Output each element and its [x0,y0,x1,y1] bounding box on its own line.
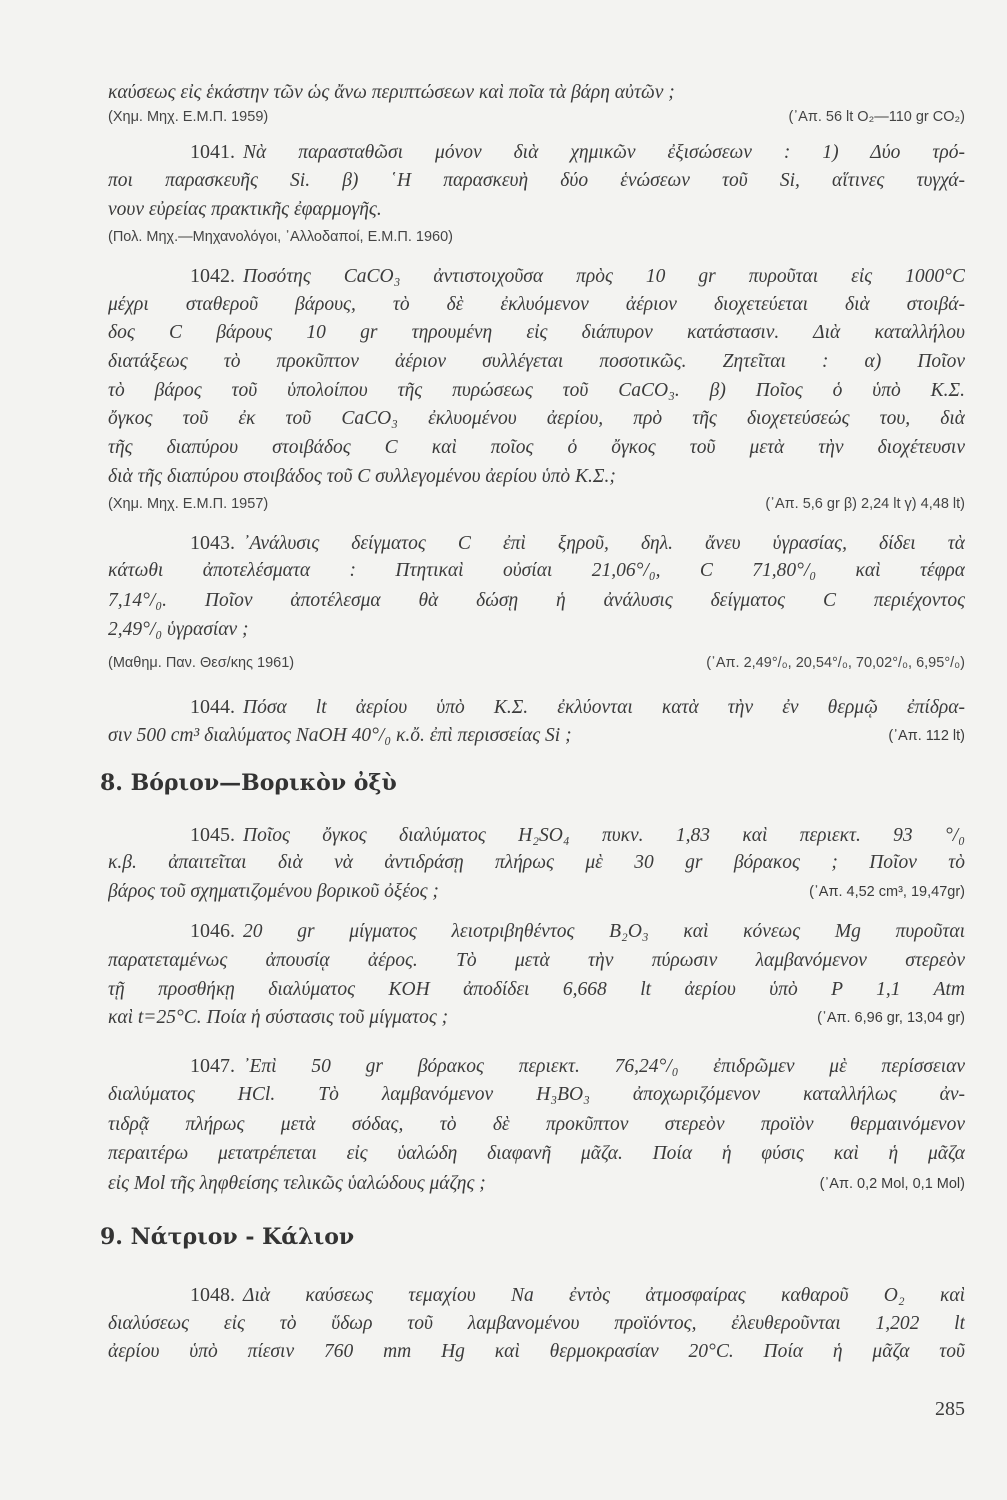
problem-number: 1046. [190,920,235,942]
line-text: Πόσα lt ἀερίου ὑπὸ Κ.Σ. ἐκλύονται κατὰ τὴν ἐν θερμῷ ἐπίδρα- [243,697,965,718]
problem-1042-line: διατάξεως τὸ προκῦπτον ἀέριον συλλέγεται ποσοτικῶς. Ζητεῖται : α) Ποῖον [108,351,965,372]
problem-1041-line: νουν εὐρείας πρακτικῆς ἐφαρμογῆς. [108,199,382,220]
problem-1042-line: τὸ βάρος τοῦ ὑπολοίπου τῆς πυρώσεως τοῦ CaCO₃. β) Ποῖος ὁ ὑπὸ Κ.Σ. [108,380,965,401]
problem-answer: (᾿Απ. 2,49°/₀, 20,54°/₀, 70,02°/₀, 6,95°/₀) [706,655,965,671]
problem-1041-source-row [108,226,965,248]
problem-1041-line: ποι παρασκευῆς Si. β) ῾Η παρασκευὴ δύο ἑνώσεων τοῦ Si, αἵτινες τυγχά- [108,170,965,191]
problem-answer: (᾿Απ. 4,52 cm³, 19,47gr) [809,884,965,900]
problem-source: (Χημ. Μηχ. Ε.Μ.Π. 1957) [108,496,269,512]
problem-number: 1041. [190,141,235,163]
problem-1048-line: ἀερίου ὑπὸ πίεσιν 760 mm Hg καὶ θερμοκρασίαν 20°C. Ποία ἡ μᾶζα τοῦ [108,1341,965,1362]
problem-answer: (᾿Απ. 56 lt O₂—110 gr CO₂) [788,109,965,125]
problem-number: 1048. [190,1284,235,1306]
problem-1047-line [108,1171,965,1197]
problem-answer: (᾿Απ. 112 lt) [888,728,965,744]
problem-answer: (᾿Απ. 5,6 gr β) 2,24 lt γ) 4,48 lt) [765,496,965,512]
problem-1047-line: περαιτέρω μετατρέπεται εἰς ὑαλώδη διαφανῆ μᾶζα. Ποία ἡ φύσις καὶ ἡ μᾶζα [108,1143,965,1164]
problem-number: 1044. [190,696,235,718]
problem-source: (Μαθημ. Παν. Θεσ/κης 1961) [108,655,295,671]
problem-1040-line: καύσεως εἰς ἑκάστην τῶν ὡς ἄνω περιπτώσεων καὶ ποῖα τὰ βάρη αὐτῶν ; [108,82,675,103]
problem-1042-line [108,263,965,289]
problem-1042-line: τῆς διαπύρου στοιβάδος C καὶ ποῖος ὁ ὄγκος τοῦ μετὰ τὴν διοχέτευσιν [108,437,965,458]
problem-1043-line: 7,14°/₀. Ποῖον ἀποτέλεσμα θὰ δώσῃ ἡ ἀνάλυσις δείγματος C περιέχοντος [108,590,965,611]
problem-1042-line: δος C βάρους 10 gr τηρουμένη εἰς διάπυρον κατάστασιν. Διὰ καταλλήλου [108,322,965,343]
problem-1044-line [108,723,965,749]
problem-1045-line: κ.β. ἀπαιτεῖται διὰ νὰ ἀντιδράσῃ πλήρως μὲ 30 gr βόρακος ; Ποῖον τὸ [108,852,965,873]
problem-1046-line [108,918,965,944]
problem-1044-line [108,694,965,720]
problem-1048-line: διαλύσεως εἰς τὸ ὕδωρ τοῦ λαμβανομένου προϊόντος, ἐλευθεροῦνται 1,202 lt [108,1313,965,1334]
problem-1043-line: κάτωθι ἀποτελέσματα : Πτητικαὶ οὐσίαι 21,06°/₀, C 71,80°/₀ καὶ τέφρα [108,560,965,581]
problem-number: 1047. [190,1055,235,1077]
problem-1042-line: μέχρι σταθεροῦ βάρους, τὸ δὲ ἐκλυόμενον ἀέριον διοχετεύεται διὰ στοιβά- [108,294,965,315]
problem-1047-line [108,1053,965,1079]
section-heading-8: 8. Βόριον—Βορικὸν ὀξὺ [100,770,397,796]
line-text: 20 gr μίγματος λειοτριβηθέντος B₂O₃ καὶ κόνεως Mg πυροῦται [243,921,965,942]
problem-answer: (᾿Απ. 0,2 Mol, 0,1 Mol) [819,1176,965,1192]
problem-1045-line [108,879,965,905]
problem-source: (Χημ. Μηχ. Ε.Μ.Π. 1959) [108,109,269,125]
line-text: Διὰ καύσεως τεμαχίου Na ἐντὸς ἀτμοσφαίρας καθαροῦ O₂ καὶ [243,1285,965,1306]
problem-1046-line [108,1005,965,1031]
problem-1041-line [108,139,965,165]
line-text: καὶ t=25°C. Ποία ἡ σύστασις τοῦ μίγματος ; [108,1007,449,1028]
problem-number: 1042. [190,265,235,287]
line-text: Νὰ παρασταθῶσι μόνον διὰ χημικῶν ἐξισώσεων : 1) Δύο τρό- [243,142,965,163]
problem-1043-source-row [108,652,965,674]
line-text: Ποσότης CaCO₃ ἀντιστοιχοῦσα πρὸς 10 gr πυροῦται εἰς 1000°C [243,266,965,287]
problem-1047-line: διαλύματος HCl. Τὸ λαμβανόμενον H₃BO₃ ἀποχωριζόμενον καταλλήλως ἀν- [108,1084,965,1105]
section-heading-9: 9. Νάτριον - Κάλιον [100,1224,355,1250]
problem-1042-line: ὄγκος τοῦ ἐκ τοῦ CaCO₃ ἐκλυομένου ἀερίου, πρὸ τῆς διοχετεύσεώς του, διὰ [108,408,965,429]
problem-1046-line: παρατεταμένως ἀπουσίᾳ ἀέρος. Τὸ μετὰ τὴν πύρωσιν λαμβανόμενον στερεὸν [108,950,965,971]
line-text: Ποῖος ὄγκος διαλύματος H₂SO₄ πυκν. 1,83 καὶ περιεκτ. 93 °/₀ [243,825,965,846]
line-text: σιν 500 cm³ διαλύματος NaOH 40°/₀ κ.ὄ. ἐπὶ περισσείας Si ; [108,725,572,746]
problem-1043-line: 2,49°/₀ ὑγρασίαν ; [108,619,249,640]
line-text: ᾿Επὶ 50 gr βόρακος περιεκτ. 76,24°/₀ ἐπιδρῶμεν μὲ περίσσειαν [243,1056,965,1077]
problem-source: (Πολ. Μηχ.—Μηχανολόγοι, ᾿Αλλοδαποί, Ε.Μ.Π. 1960) [108,229,454,245]
problem-1040-source-row [108,106,965,128]
problem-answer: (᾿Απ. 6,96 gr, 13,04 gr) [817,1010,965,1026]
line-text: βάρος τοῦ σχηματιζομένου βορικοῦ ὀξέος ; [108,881,439,902]
problem-1045-line [108,822,965,848]
problem-1048-line [108,1282,965,1308]
problem-1043-line [108,530,965,556]
line-text: εἰς Mol τῆς ληφθείσης τελικῶς ὑαλώδους μάζης ; [108,1173,486,1194]
problem-number: 1043. [190,532,235,554]
problem-number: 1045. [190,824,235,846]
problem-1042-line: διὰ τῆς διαπύρου στοιβάδος τοῦ C συλλεγομένου ἀερίου ὑπὸ Κ.Σ.; [108,466,616,487]
page-number: 285 [935,1398,965,1420]
problem-1046-line: τῇ προσθήκῃ διαλύματος KOH ἀποδίδει 6,668 lt ἀερίου ὑπὸ P 1,1 Atm [108,979,965,1000]
problem-1042-source-row [108,493,965,515]
problem-1047-line: τιδρᾷ πλήρως μετὰ σόδας, τὸ δὲ προκῦπτον στερεὸν προϊὸν θερμαινόμενον [108,1114,965,1135]
line-text: ᾿Ανάλυσις δείγματος C ἐπὶ ξηροῦ, δηλ. ἄνευ ὑγρασίας, δίδει τὰ [243,533,965,554]
